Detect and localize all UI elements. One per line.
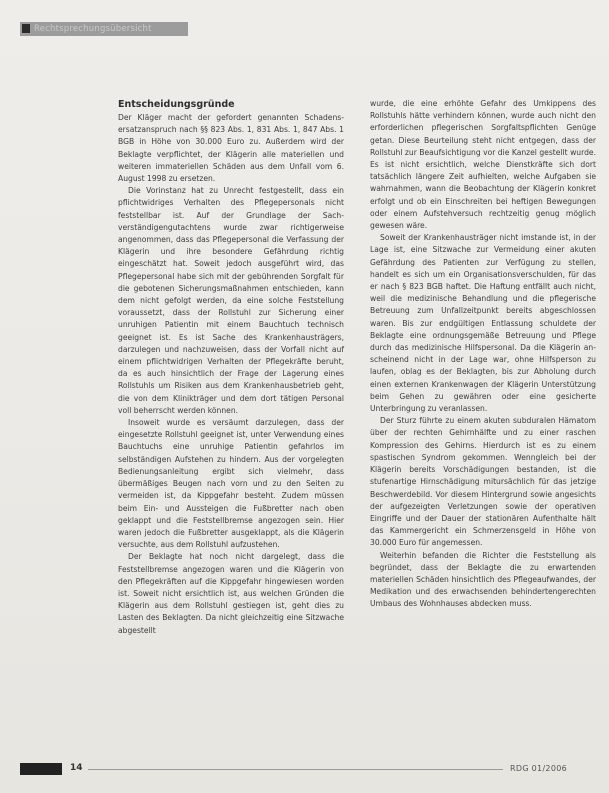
paragraph: Soweit der Krankenhausträger nicht imstande ist, in der Lage ist, eine Sitzwache zur Vermeidung einer akuten Gefährdung des Patienten zur Verfügung zu stellen, handelt es sich um ein Organisationsverschulden, für das er nach § 823 BGB haftet. Die Haftung entfällt auch nicht, weil die medizinische Behandlung und die pflegerische Betreuung zum Unfallzeitpunkt bereits abgeschlossen waren. Bis zur endgültigen Entlassung schuldete der Beklagte eine ordnungsgemäße Betreuung und Pflege durch das medizinische Hilfspersonal. Da die Klägerin anscheinend nicht in der Lage war, ohne Hilfsperson zu laufen, oblag es der Beklagten, bis zur Abholung durch einen externen Krankenwagen der Klägerin Unterstützung beim Gehen zu gewähren oder eine gesicherte Unterbringung zu veranlassen. xyxy=(370,233,596,414)
right-text-column xyxy=(370,98,596,611)
section-header-title: Rechtsprechungsübersicht xyxy=(34,24,152,34)
paragraph: Der Kläger macht der gefordert genannten Schadensersatzanspruch nach §§ 823 Abs. 1, 831 Abs. 1, 847 Abs. 1 BGB in Höhe von 30.000 Euro zu. Außerdem wird der Beklagte verpflichtet, der Klägerin alle materiellen und weiteren immateriellen Schäden aus dem Unfall vom 6. August 1998 zu ersetzen. xyxy=(118,113,344,184)
issue-label: RDG 01/2006 xyxy=(510,764,567,773)
page-number: 14 xyxy=(70,763,83,773)
paragraph: Weiterhin befanden die Richter die Feststellung als begründet, dass der Beklagte die zu erwartenden materiellen Schäden hinsichtlich des Pflegeaufwandes, der Medikation und des erwachsenden behindertengerechten Umbaus des Wohnhauses abdecken muss. xyxy=(370,550,596,609)
article-heading: Entscheidungsgründe xyxy=(118,99,235,110)
section-marker-square xyxy=(22,24,30,33)
paragraph: Der Beklagte hat noch nicht dargelegt, dass die Feststellbremse angezogen waren und die Klägerin von den Pflegekräften auf die Kippgefahr hingewiesen worden ist. Soweit nicht ersichtlich ist, aus welchen Gründen die Klägerin aus dem Rollstuhl gestiegen ist, geht dies zu Lasten des Beklagten. Da nicht gleichzeitig eine Sitzwache abgestellt xyxy=(118,552,344,635)
footer-bar xyxy=(20,763,62,775)
footer-rule xyxy=(88,769,503,770)
left-text-column xyxy=(118,98,344,637)
paragraph: Die Vorinstanz hat zu Unrecht festgestellt, dass ein pflichtwidriges Verhalten des Pflegepersonals nicht feststellbar ist. Auf der Grundlage der Sachverständigengutachtens wurde zwar richtigerweise angenommen, dass das Pflegepersonal die Verfassung der Klägerin und ihre besondere Gefährdung richtig eingeschätzt hat. Soweit jedoch ausgeführt wird, das Pflegepersonal habe sich mit der gebührenden Sorgfalt für die gebotenen Sicherungsmaßnahmen entschieden, kann dem nicht gefolgt werden, da eine solche Feststellung voraussetzt, dass der Rollstuhl zur Sicherung einer unruhigen Patientin mit einem Bauchtuch technisch geeignet ist. Es ist Sache des Krankenhausträgers, darzulegen und nachzuweisen, dass der Vorfall nicht auf einem pflichtwidrigen Verhalten der Pflegekräfte beruht, da es auch hinsichtlich der Frage der Lagerung eines Rollstuhls um Risiken aus dem Krankenhausbetrieb geht, die von dem Klinikträger und dem dort tätigen Personal voll beherrscht werden können. xyxy=(118,186,344,415)
paragraph: Insoweit wurde es versäumt darzulegen, dass der eingesetzte Rollstuhl geeignet ist, unter Verwendung eines Bauchtuchs eine unruhige Patientin gefahrlos im selbständigen Aufstehen zu hindern. Aus der vorgelegten Bedienungsanleitung ergibt sich vielmehr, dass übermäßiges Beugen nach vorn und zu den Seiten zu vermeiden ist, da Kippgefahr besteht. Zudem müssen beim Ein- und Aussteigen die Fußbretter nach oben geklappt und die Feststellbremse angezogen sein. Hier waren jedoch die Fußbretter ausgeklappt, als die Klägerin versuchte, aus dem Rollstuhl aufzustehen. xyxy=(118,418,344,550)
paragraph: wurde, die eine erhöhte Gefahr des Umkippens des Rollstuhls hätte verhindern können, wurde auch nicht den erforderlichen pflegerischen Sorgfaltspflichten Genüge getan. Diese Beurteilung steht nicht entgegen, dass der Rollstuhl zur Beaufsichtigung vor die Kanzel gestellt wurde. Es ist nicht ersichtlich, welche Dienstkräfte sich dort tatsächlich längere Zeit aufhielten, welche Aufgaben sie wahrnahmen, wann die Beobachtung der Klägerin konkret erfolgt und ob ein Einschreiten bei heftigen Bewegungen oder einem Aufstehversuch rechtzeitig genug möglich gewesen wäre. xyxy=(370,99,596,231)
paragraph: Der Sturz führte zu einem akuten subduralen Hämatom über der rechten Gehirnhälfte und zu einer raschen Kompression des Gehirns. Hierdurch ist es zu einem spastischen Syndrom gekommen. Wenngleich bei der Klägerin bereits Vorschädigungen bestanden, ist die stufenartige Hirnschädigung mitursächlich für das jetzige Beschwerdebild. Vor diesem Hintergrund sowie angesichts der aufgezeigten Verletzungen sowie der operativen Eingriffe und der Dauer der stationären Aufenthalte hält das Kammergericht ein Schmerzensgeld in Höhe von 30.000 Euro für angemessen. xyxy=(370,416,596,548)
